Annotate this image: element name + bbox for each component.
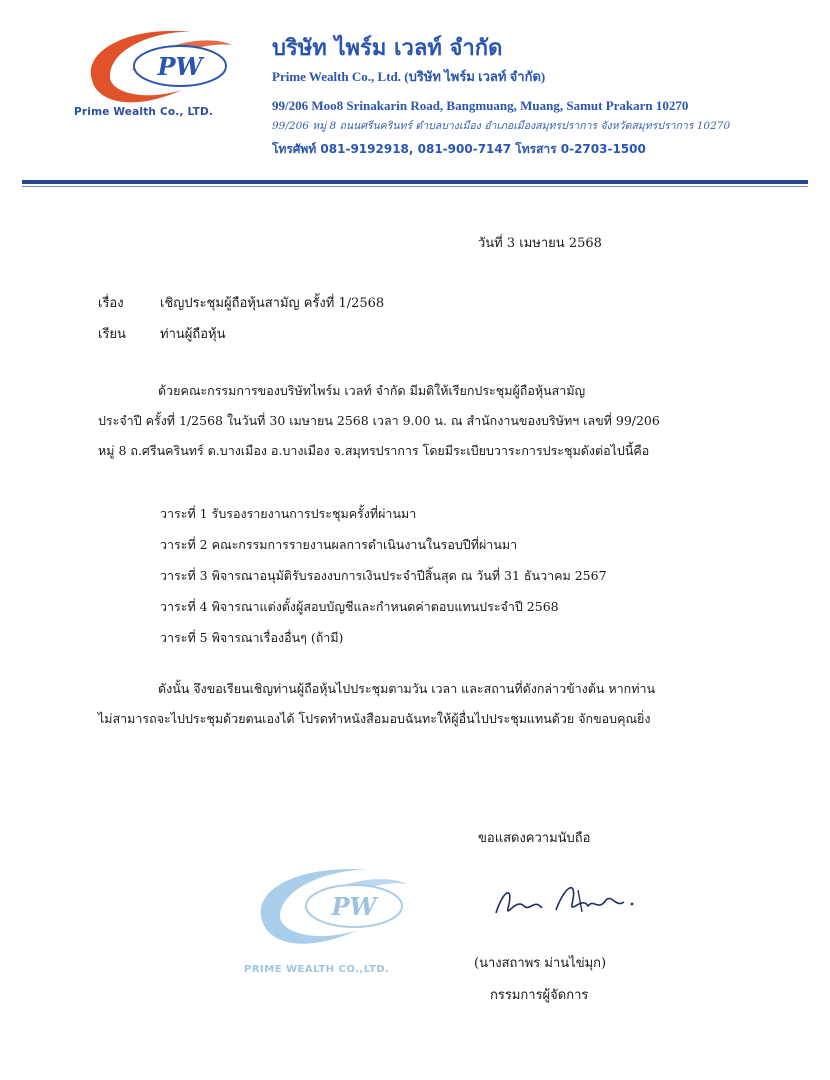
signature-icon (486, 868, 646, 928)
header-divider-thin (22, 186, 808, 187)
phone-fax: โทรศัพท์ 081-9192918, 081-900-7147 โทรสาร 0-2703-1500 (272, 142, 646, 156)
paragraph-line: ประจำปี ครั้งที่ 1/2568 ในวันที่ 30 เมษายน 2568 เวลา 9.00 น. ณ สำนักงานของบริษัทฯ เลขที่ 99/206 (98, 413, 660, 428)
signer-title: กรรมการผู้จัดการ (490, 988, 589, 1003)
company-logo-icon (72, 20, 242, 110)
subject-label: เรื่อง (98, 296, 124, 311)
paragraph-line: ด้วยคณะกรรมการของบริษัทไพร์ม เวลท์ จำกัด มีมติให้เรียกประชุมผู้ถือหุ้นสามัญ (158, 383, 586, 398)
subject-text: เชิญประชุมผู้ถือหุ้นสามัญ ครั้งที่ 1/2568 (160, 296, 385, 311)
company-stamp-icon (240, 858, 420, 958)
paragraph-line: ไม่สามารถจะไปประชุมด้วยตนเองได้ โปรดทำหนังสือมอบฉันทะให้ผู้อื่นไปประชุมแทนด้วย จักขอบคุณยิ่ง (98, 711, 651, 726)
recipient-text: ท่านผู้ถือหุ้น (160, 327, 226, 342)
recipient-label: เรียน (98, 327, 126, 342)
address-thai: 99/206 หมู่ 8 ถนนศรีนครินทร์ ตำบลบางเมือง อำเภอเมืองสมุทรปราการ จังหวัดสมุทรปราการ 10270 (272, 120, 731, 132)
regards-text: ขอแสดงความนับถือ (478, 831, 591, 846)
stamp-caption: PRIME WEALTH CO.,LTD. (244, 964, 390, 975)
recipient-line (98, 323, 226, 344)
agenda-list (160, 498, 740, 653)
agenda-item: วาระที่ 2 คณะกรรมการรายงานผลการดำเนินงานในรอบปีที่ผ่านมา (160, 537, 518, 552)
paragraph-line: ดังนั้น จึงขอเรียนเชิญท่านผู้ถือหุ้นไปประชุมตามวัน เวลา และสถานที่ดังกล่าวข้างต้น หากท่าน (158, 681, 656, 696)
svg-text:PW: PW (157, 52, 203, 81)
agenda-item: วาระที่ 5 พิจารณาเรื่องอื่นๆ (ถ้ามี) (160, 630, 344, 645)
letter-date: วันที่ 3 เมษายน 2568 (478, 236, 602, 251)
closing-paragraph (98, 674, 738, 734)
company-name-english: Prime Wealth Co., Ltd. (บริษัท ไพร์ม เวลท์ จำกัด) (272, 69, 546, 84)
logo-caption: Prime Wealth Co., LTD. (74, 106, 214, 118)
address-english: 99/206 Moo8 Srinakarin Road, Bangmuang, Muang, Samut Prakarn 10270 (272, 98, 689, 113)
agenda-item: วาระที่ 4 พิจารณาแต่งตั้งผู้สอบบัญชีและกำหนดค่าตอบแทนประจำปี 2568 (160, 599, 559, 614)
letterhead (272, 34, 812, 160)
svg-text:PW: PW (331, 892, 377, 921)
company-name-thai: บริษัท ไพร์ม เวลท์ จำกัด (272, 36, 503, 61)
subject-line (98, 292, 384, 313)
agenda-item: วาระที่ 1 รับรองรายงานการประชุมครั้งที่ผ่านมา (160, 506, 417, 521)
agenda-item: วาระที่ 3 พิจารณาอนุมัติรับรองงบการเงินประจำปีสิ้นสุด ณ วันที่ 31 ธันวาคม 2567 (160, 568, 607, 583)
signer-name: (นางสถาพร ม่านไข่มุก) (474, 956, 607, 971)
header-divider (22, 180, 808, 184)
paragraph-line: หมู่ 8 ถ.ศรีนครินทร์ ต.บางเมือง อ.บางเมือง จ.สมุทรปราการ โดยมีระเบียบวาระการประชุมดังต่อไปนี้คือ (98, 443, 650, 458)
intro-paragraph (98, 376, 738, 466)
